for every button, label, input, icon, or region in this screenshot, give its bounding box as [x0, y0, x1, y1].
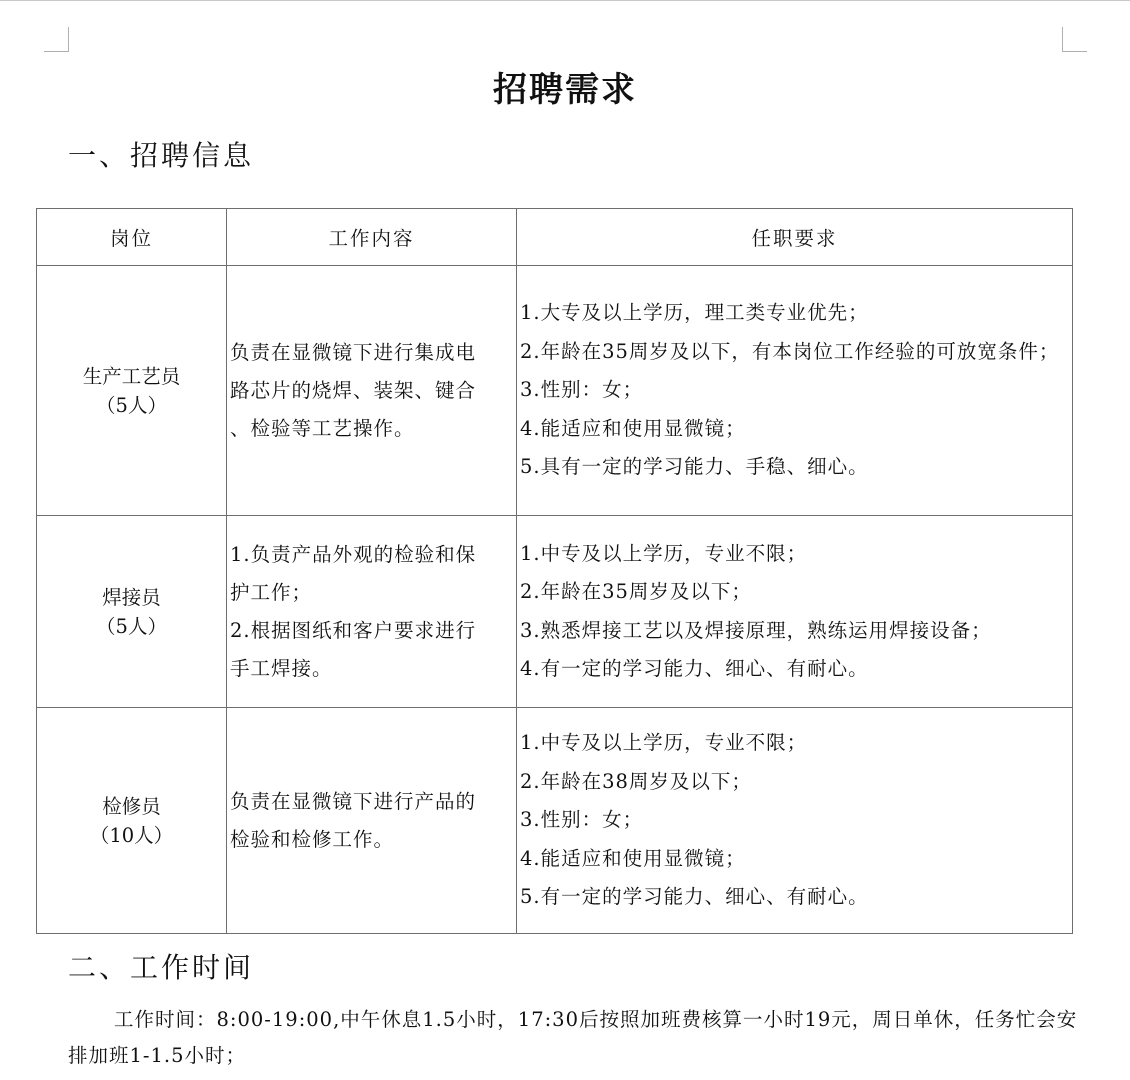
position-count: （5人）	[96, 614, 167, 638]
document-title: 招聘需求	[493, 70, 637, 110]
requirement-item: 1.中专及以上学历，专业不限；	[520, 731, 808, 755]
position-name: 焊接员	[102, 585, 161, 609]
position-count: （10人）	[89, 823, 174, 847]
requirement-item: 3.性别：女；	[520, 378, 644, 402]
job-content-cell	[227, 516, 517, 708]
position-count: （5人）	[96, 393, 167, 417]
working-hours-paragraph: 工作时间：8:00-19:00,中午休息1.5小时，17:30后按照加班费核算一小时19元，周日单休，任务忙会安排加班1-1.5小时；	[68, 1008, 1078, 1067]
content-line: 负责在显微镜下进行产品的	[230, 789, 477, 813]
header-position: 岗位	[37, 209, 227, 266]
job-content-cell	[227, 266, 517, 516]
recruitment-table	[36, 208, 1073, 934]
requirement-item: 5.有一定的学习能力、细心、有耐心。	[520, 885, 869, 909]
content-line: 路芯片的烧焊、装架、键合	[230, 378, 477, 402]
requirements-cell	[517, 516, 1073, 708]
content-line: 1.负责产品外观的检验和保	[230, 542, 477, 566]
requirement-item: 2.年龄在35周岁及以下，有本岗位工作经验的可放宽条件；	[520, 339, 1060, 363]
requirement-item: 1.中专及以上学历，专业不限；	[520, 541, 808, 565]
requirement-item: 1.大专及以上学历，理工类专业优先；	[520, 301, 869, 325]
requirement-item: 4.有一定的学习能力、细心、有耐心。	[520, 657, 869, 680]
section-heading-recruitment-info: 一、招聘信息	[68, 139, 255, 172]
position-cell	[37, 516, 227, 708]
table-header-row	[37, 209, 1073, 266]
table-row	[37, 266, 1073, 516]
header-requirements: 任职要求	[517, 209, 1073, 266]
requirement-item: 2.年龄在35周岁及以下；	[520, 580, 752, 603]
requirement-item: 5.具有一定的学习能力、手稳、细心。	[520, 455, 869, 479]
position-cell	[37, 266, 227, 516]
header-job-content: 工作内容	[227, 209, 517, 266]
page-margin-corner-left	[44, 27, 69, 52]
position-name: 检修员	[102, 794, 161, 818]
requirement-item: 4.能适应和使用显微镜；	[520, 846, 746, 870]
requirement-item: 2.年龄在38周岁及以下；	[520, 769, 752, 793]
job-content-cell	[227, 708, 517, 934]
content-line: 手工焊接。	[230, 656, 333, 680]
content-line: 、检验等工艺操作。	[230, 416, 415, 440]
content-line: 负责在显微镜下进行集成电	[230, 340, 477, 364]
requirement-item: 3.性别：女；	[520, 808, 644, 832]
content-line: 2.根据图纸和客户要求进行	[230, 618, 477, 642]
position-cell	[37, 708, 227, 934]
content-line: 护工作；	[230, 580, 313, 604]
page-margin-corner-right	[1062, 27, 1087, 52]
requirement-item: 4.能适应和使用显微镜；	[520, 416, 746, 440]
table-row	[37, 708, 1073, 934]
section-heading-working-hours: 二、工作时间	[68, 951, 255, 984]
requirements-cell	[517, 266, 1073, 516]
position-name: 生产工艺员	[82, 364, 181, 388]
content-line: 检验和检修工作。	[230, 827, 395, 851]
requirements-cell	[517, 708, 1073, 934]
page-top-edge	[0, 0, 1130, 1]
requirement-item: 3.熟悉焊接工艺以及焊接原理，熟练运用焊接设备；	[520, 618, 992, 642]
table-row	[37, 516, 1073, 708]
